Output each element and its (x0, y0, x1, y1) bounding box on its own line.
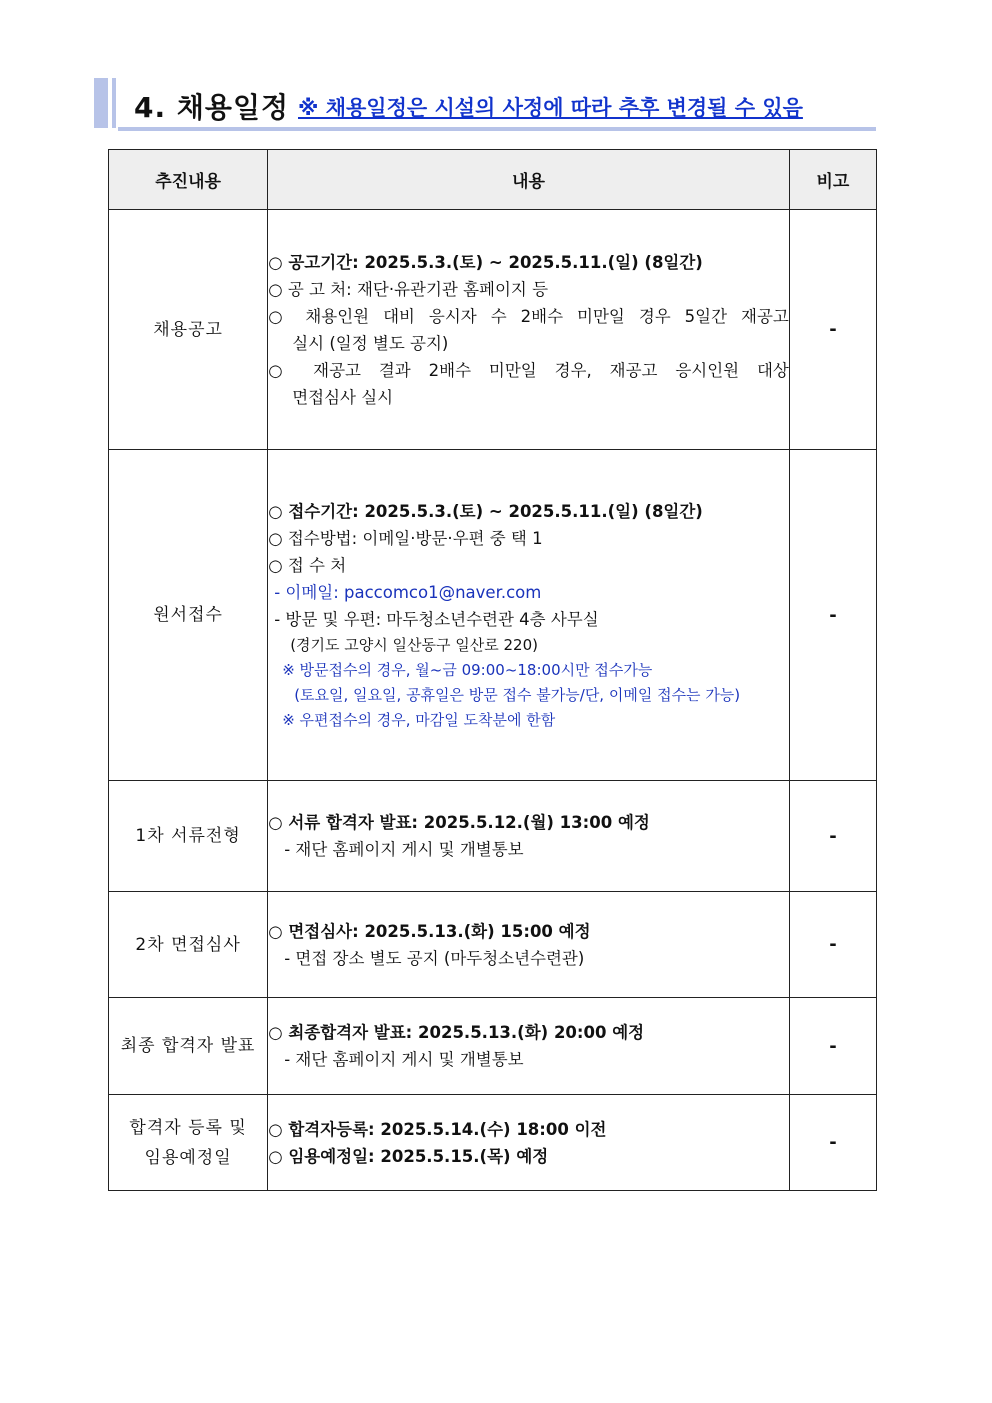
content-line: ○ 임용예정일: 2025.5.15.(목) 예정 (268, 1146, 549, 1166)
table-row (109, 781, 877, 892)
row-content (268, 450, 790, 781)
row-remark: - (789, 1095, 876, 1191)
section-heading (94, 78, 876, 132)
content-line: ○ 접수방법: 이메일·방문·우편 중 택 1 (268, 528, 543, 548)
row-step-line: 임용예정일 (144, 1147, 232, 1168)
content-line: - 재단 홈페이지 게시 및 개별통보 (284, 1050, 524, 1069)
note-line: ※ 방문접수의 경우, 월~금 09:00~18:00시만 접수가능 (282, 660, 653, 679)
content-line: ○ 합격자등록: 2025.5.14.(수) 18:00 이전 (268, 1119, 607, 1139)
email-line: - 이메일: paccomco1@naver.com (274, 582, 542, 602)
note-line: ※ 우편접수의 경우, 마감일 도착분에 한함 (282, 710, 556, 729)
row-remark: - (789, 210, 876, 450)
heading-underline (118, 127, 876, 131)
row-remark: - (789, 450, 876, 781)
row-remark: - (789, 781, 876, 892)
content-line: - 재단 홈페이지 게시 및 개별통보 (284, 840, 524, 859)
table-row (109, 210, 877, 450)
row-step: 1차 서류전형 (109, 781, 268, 892)
row-remark: - (789, 998, 876, 1095)
address-line: (경기도 고양시 일산동구 일산로 220) (290, 635, 538, 654)
content-line: ○ 면접심사: 2025.5.13.(화) 15:00 예정 (268, 921, 591, 941)
row-step: 채용공고 (109, 210, 268, 450)
content-line: ○ 공 고 처: 재단·유관기관 홈페이지 등 (268, 279, 549, 299)
row-content (268, 781, 790, 892)
content-line: - 면접 장소 별도 공지 (마두청소년수련관) (284, 948, 585, 968)
content-line: ○ 접수기간: 2025.5.3.(토) ~ 2025.5.11.(일) (8일간) (268, 501, 703, 521)
content-line: ○ 재공고 결과 2배수 미만일 경우, 재공고 응시인원 대상 (268, 360, 789, 380)
content-line: ○ 채용인원 대비 응시자 수 2배수 미만일 경우 5일간 재공고 (268, 306, 789, 326)
content-line: ○ 최종합격자 발표: 2025.5.13.(화) 20:00 예정 (268, 1023, 645, 1042)
row-content (268, 892, 790, 998)
note-line: (토요일, 일요일, 공휴일은 방문 접수 불가능/단, 이메일 접수는 가능) (294, 685, 741, 704)
table-row (109, 892, 877, 998)
row-content (268, 998, 790, 1095)
row-step: 원서접수 (109, 450, 268, 781)
row-remark: - (789, 892, 876, 998)
table-row (109, 1095, 877, 1191)
table-row (109, 450, 877, 781)
content-line: 면접심사 실시 (292, 387, 394, 407)
section-note: ※ 채용일정은 시설의 사정에 따라 추후 변경될 수 있음 (298, 96, 803, 120)
row-content (268, 210, 790, 450)
row-step: 최종 합격자 발표 (109, 998, 268, 1095)
row-step-line: 합격자 등록 및 (129, 1117, 247, 1138)
header-remark: 비고 (789, 150, 876, 210)
heading-accent-bar-thin (112, 78, 116, 128)
table-row (109, 998, 877, 1095)
content-line: ○ 접 수 처 (268, 555, 347, 575)
section-title: 4. 채용일정 (134, 91, 290, 124)
header-step: 추진내용 (109, 150, 268, 210)
table-header-row (109, 150, 877, 210)
schedule-table (108, 149, 877, 1191)
row-step: 2차 면접심사 (109, 892, 268, 998)
content-line: ○ 공고기간: 2025.5.3.(토) ~ 2025.5.11.(일) (8일간) (268, 252, 703, 272)
heading-accent-bar (94, 78, 108, 128)
content-line: ○ 서류 합격자 발표: 2025.5.12.(월) 13:00 예정 (268, 813, 650, 832)
row-step (109, 1095, 268, 1191)
header-content: 내용 (268, 150, 790, 210)
row-content (268, 1095, 790, 1191)
content-line: 실시 (일정 별도 공지) (292, 333, 449, 353)
content-line: - 방문 및 우편: 마두청소년수련관 4층 사무실 (274, 609, 599, 629)
